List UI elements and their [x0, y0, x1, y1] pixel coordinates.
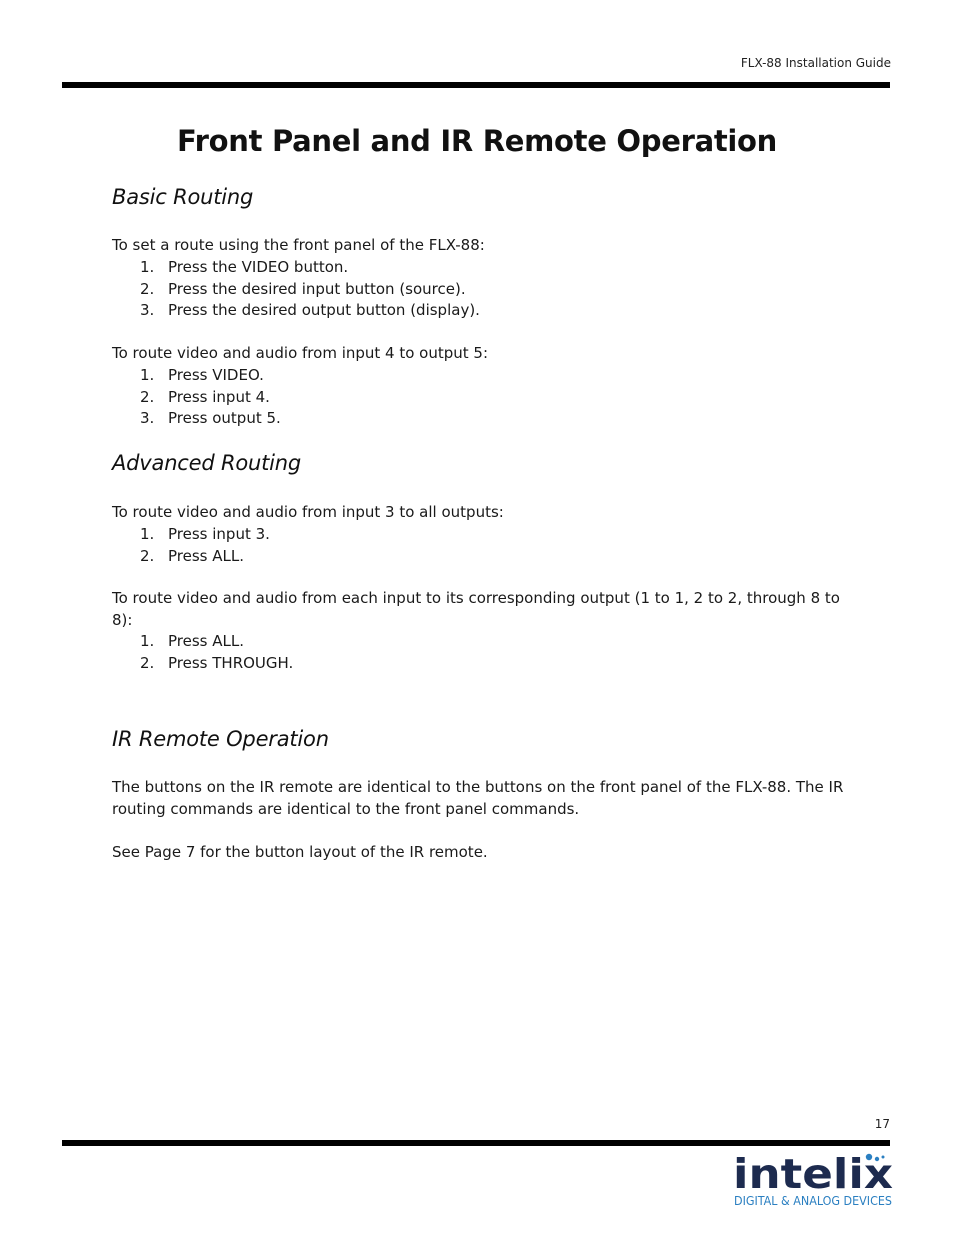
document-header-title: FLX-88 Installation Guide — [740, 56, 891, 70]
advanced-routing-through-steps — [112, 631, 293, 674]
list-item: 2. Press ALL. — [140, 546, 244, 565]
ir-remote-paragraph: The buttons on the IR remote are identical to the buttons on the front panel of the FLX-88. The IR routing commands are identical to the front panel commands. — [112, 778, 844, 818]
section-heading-basic-routing: Basic Routing — [112, 185, 254, 209]
list-item: 1. Press ALL. — [140, 632, 244, 650]
footer-rule — [62, 1140, 890, 1146]
list-item: 3. Press output 5. — [140, 409, 281, 427]
header-rule — [62, 82, 890, 88]
logo-tagline: DIGITAL & ANALOG DEVICES — [734, 1194, 893, 1208]
basic-routing-intro: To set a route using the front panel of the FLX-88: — [112, 236, 485, 254]
advanced-routing-steps — [112, 524, 270, 567]
list-item: 3. Press the desired output button (display). — [140, 301, 480, 319]
list-item: 1. Press VIDEO. — [140, 366, 264, 384]
section-heading-advanced-routing: Advanced Routing — [112, 451, 302, 475]
logo-wordmark: intelix — [733, 1150, 893, 1198]
list-item: 1. Press input 3. — [140, 525, 270, 543]
list-item: 2. Press the desired input button (source). — [140, 279, 466, 298]
basic-routing-steps — [112, 257, 480, 322]
page-number: 17 — [874, 1117, 890, 1131]
list-item: 2. Press input 4. — [140, 387, 270, 406]
section-heading-ir-remote: IR Remote Operation — [112, 727, 329, 751]
page-title: Front Panel and IR Remote Operation — [176, 124, 778, 158]
basic-routing-example-intro: To route video and audio from input 4 to output 5: — [112, 344, 489, 362]
advanced-routing-intro: To route video and audio from input 3 to all outputs: — [112, 503, 504, 521]
basic-routing-example-steps — [112, 365, 281, 430]
ir-remote-page-reference: See Page 7 for the button layout of the IR remote. — [112, 843, 488, 861]
advanced-routing-through-intro: To route video and audio from each input to its corresponding output (1 to 1, 2 to 2, through 8 to 8): — [112, 589, 840, 629]
list-item: 1. Press the VIDEO button. — [140, 258, 349, 276]
intelix-logo — [733, 1150, 893, 1210]
list-item: 2. Press THROUGH. — [140, 653, 294, 672]
